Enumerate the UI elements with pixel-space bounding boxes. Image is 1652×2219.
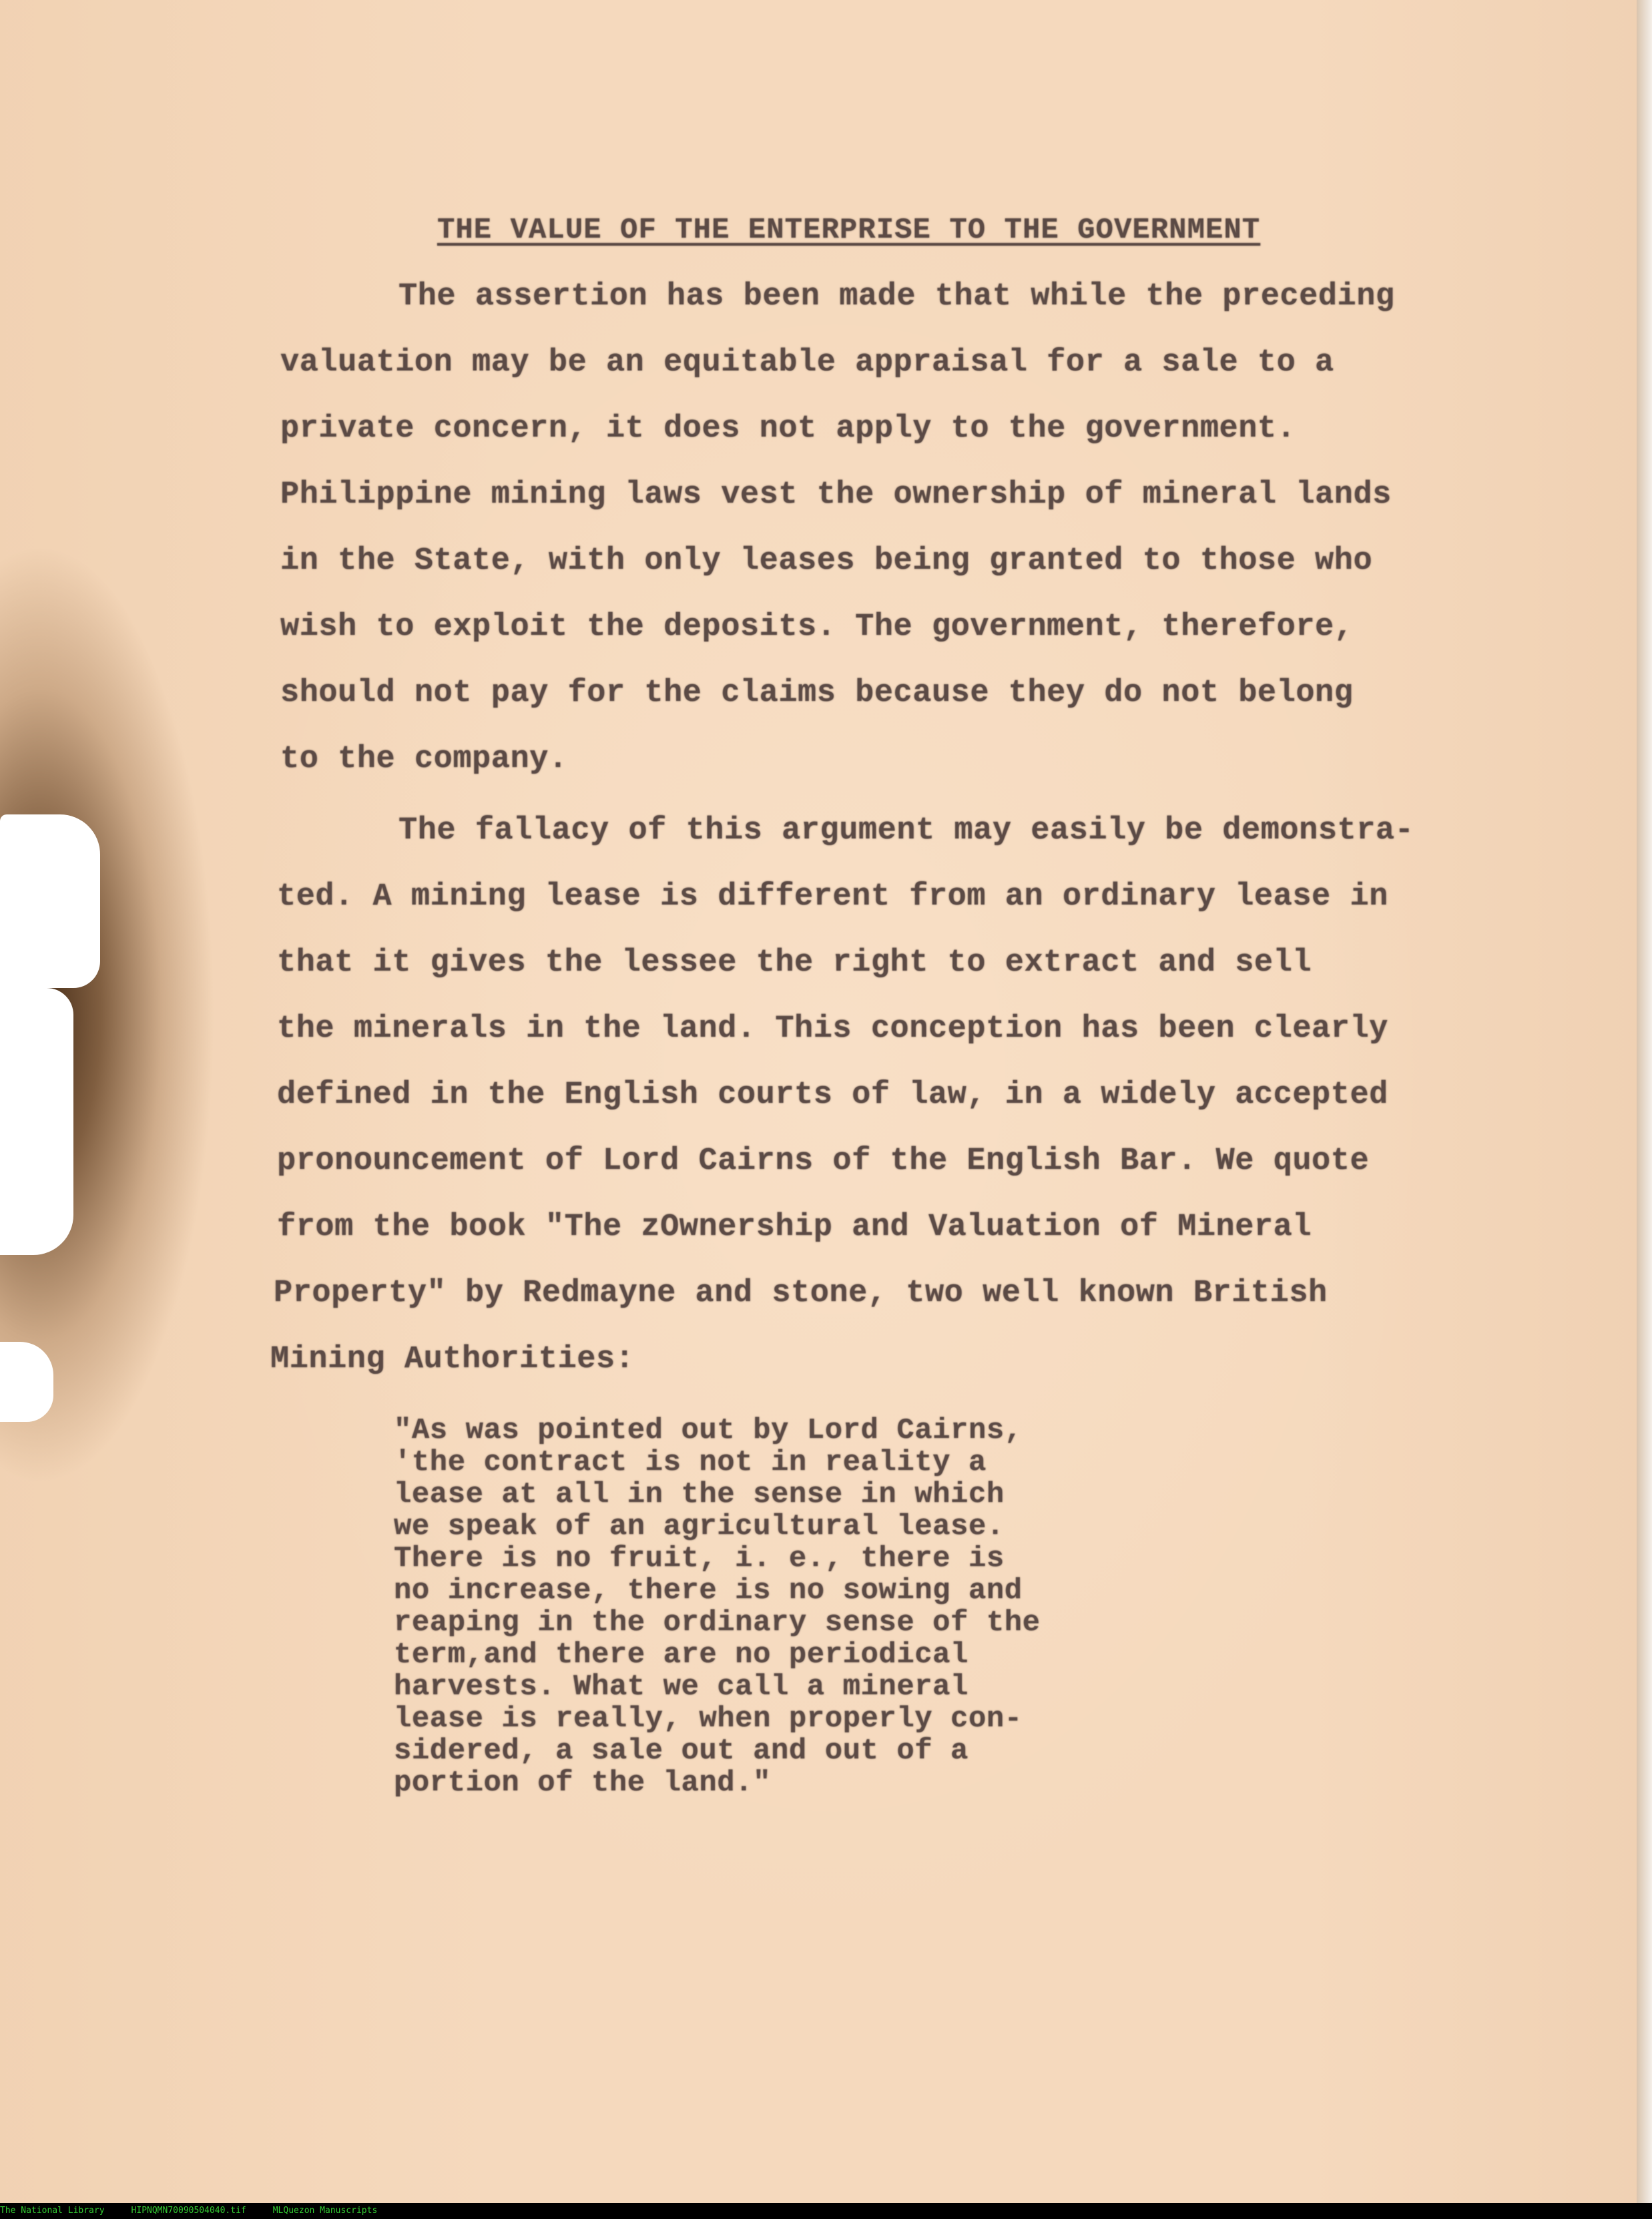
text-line: private concern, it does not apply to the government. — [280, 411, 1296, 447]
text-line: that it gives the lessee the right to extract and sell — [277, 945, 1312, 981]
footer-collection: MLQuezon Manuscripts — [272, 2206, 378, 2216]
scan-footer — [0, 2203, 1652, 2219]
quote-line: harvests. What we call a mineral — [394, 1670, 969, 1704]
text-line: in the State, with only leases being granted to those who — [280, 543, 1373, 579]
text-line: Mining Authorities: — [270, 1342, 635, 1377]
quote-line: we speak of an agricultural lease. — [394, 1510, 1005, 1543]
quote-line: "As was pointed out by Lord Cairns, — [394, 1414, 1023, 1447]
quote-line: 'the contract is not in reality a — [394, 1446, 987, 1479]
quote-line: reaping in the ordinary sense of the — [394, 1606, 1041, 1640]
text-line: to the company. — [280, 742, 568, 777]
text-line: The fallacy of this argument may easily be demonstra- — [398, 813, 1414, 848]
text-line: valuation may be an equitable appraisal for a sale to a — [280, 345, 1334, 381]
text-line: pronouncement of Lord Cairns of the English Bar. We quote — [277, 1144, 1370, 1179]
quote-line: term,and there are no periodical — [394, 1638, 969, 1672]
quote-line: sidered, a sale out and out of a — [394, 1734, 969, 1768]
quote-line: lease at all in the sense in which — [394, 1478, 1005, 1511]
text-line: Property" by Redmayne and stone, two well known British — [274, 1276, 1328, 1311]
footer-file: HIPNQMN70090504040.tif — [131, 2206, 246, 2216]
footer-library: The National Library — [0, 2206, 105, 2216]
text-line: The assertion has been made that while the preceding — [398, 279, 1395, 314]
quote-line: lease is really, when properly con- — [394, 1702, 1023, 1736]
quote-line: no increase, there is no sowing and — [394, 1574, 1023, 1608]
document-title: THE VALUE OF THE ENTERPRISE TO THE GOVERNMENT — [437, 214, 1261, 247]
text-line: wish to exploit the deposits. The government, therefore, — [280, 609, 1354, 645]
quote-line: portion of the land." — [394, 1766, 771, 1800]
text-line: defined in the English courts of law, in a widely accepted — [277, 1077, 1388, 1113]
quote-line: There is no fruit, i. e., there is — [394, 1542, 1005, 1575]
text-line: from the book "The zOwnership and Valuation of Mineral — [277, 1210, 1312, 1245]
text-line: the minerals in the land. This conception has been clearly — [277, 1011, 1388, 1047]
text-line: should not pay for the claims because they do not belong — [280, 676, 1354, 711]
text-line: Philippine mining laws vest the ownership of mineral lands — [280, 477, 1392, 513]
scan-edge — [1637, 0, 1652, 2203]
text-line: ted. A mining lease is different from an ordinary lease in — [277, 879, 1388, 915]
